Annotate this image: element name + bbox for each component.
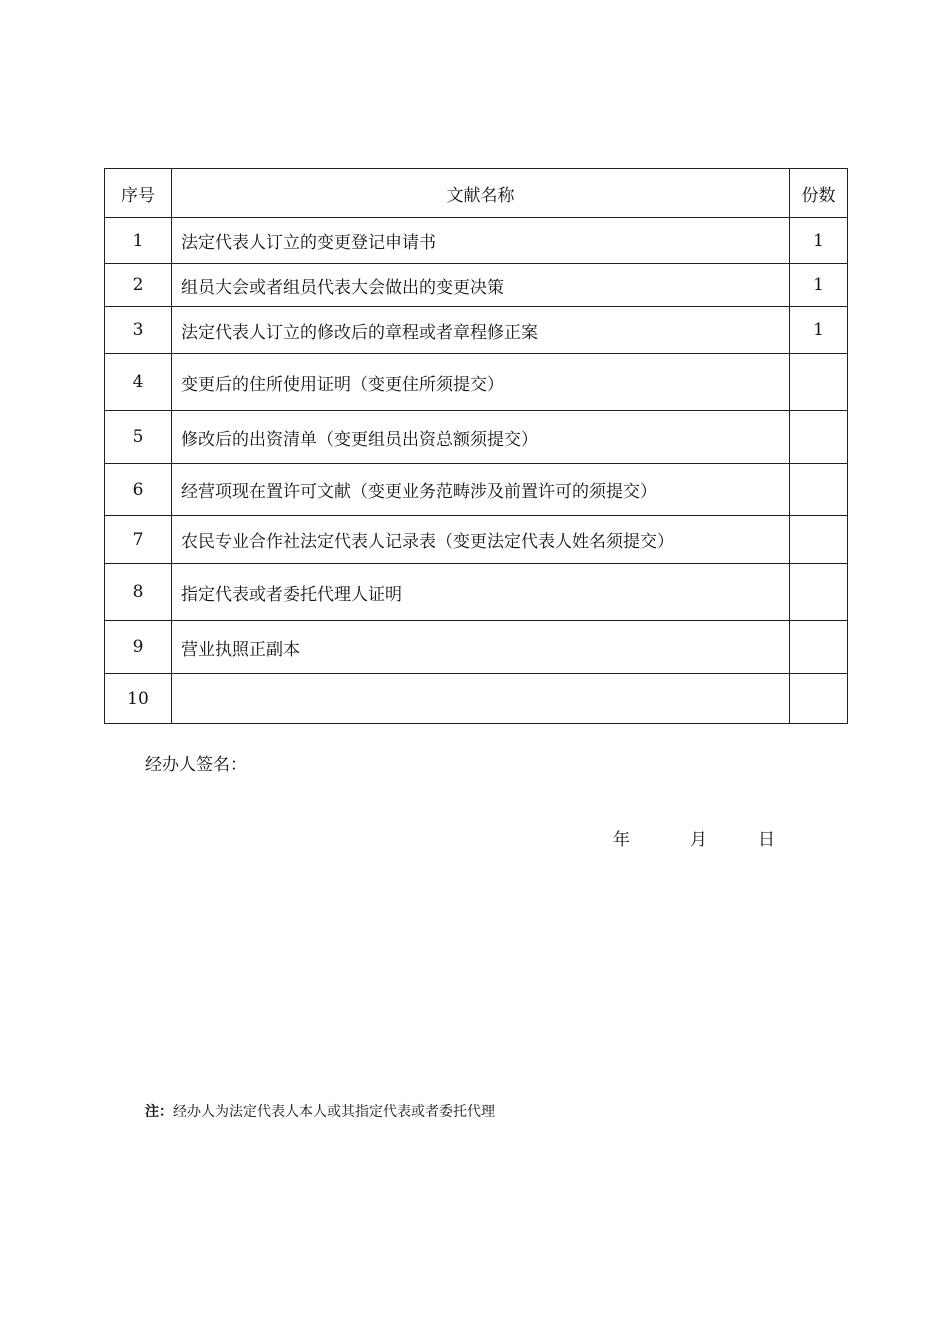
row-no: 4 [105,354,172,411]
row-document-name: 营业执照正副本 [172,621,790,674]
document-list-table [104,168,848,724]
date-month-label: 月 [690,830,707,850]
row-no: 5 [105,411,172,464]
row-no: 10 [105,674,172,724]
row-copies [790,674,848,724]
table-header-row [105,169,848,218]
table-row [105,564,848,621]
row-no: 9 [105,621,172,674]
row-document-name: 法定代表人订立的变更登记申请书 [172,218,790,264]
table-row [105,307,848,354]
table-row [105,411,848,464]
row-copies: 1 [790,218,848,264]
table-row [105,621,848,674]
row-copies: 1 [790,264,848,307]
table-row [105,218,848,264]
header-no: 序号 [105,169,172,218]
row-copies [790,411,848,464]
table-row [105,516,848,564]
row-document-name: 农民专业合作社法定代表人记录表（变更法定代表人姓名须提交） [172,516,790,564]
row-no: 2 [105,264,172,307]
footnote-text: 经办人为法定代表人本人或其指定代表或者委托代理 [173,1104,495,1120]
row-document-name: 组员大会或者组员代表大会做出的变更决策 [172,264,790,307]
row-document-name: 修改后的出资清单（变更组员出资总额须提交） [172,411,790,464]
row-no: 7 [105,516,172,564]
table-row [105,264,848,307]
row-no: 8 [105,564,172,621]
row-copies [790,464,848,516]
row-copies [790,516,848,564]
signature-label: 经办人签名： [145,755,247,775]
row-no: 3 [105,307,172,354]
header-copies: 份数 [790,169,848,218]
row-document-name: 法定代表人订立的修改后的章程或者章程修正案 [172,307,790,354]
footnote [145,1101,495,1121]
table-row [105,674,848,724]
row-document-name [172,674,790,724]
date-year-label: 年 [613,830,630,850]
table-row [105,464,848,516]
date-day-label: 日 [758,830,775,850]
row-copies [790,564,848,621]
row-copies [790,354,848,411]
row-copies: 1 [790,307,848,354]
row-no: 6 [105,464,172,516]
footnote-label: 注： [145,1104,173,1120]
row-document-name: 指定代表或者委托代理人证明 [172,564,790,621]
table-row [105,354,848,411]
header-document-name: 文献名称 [172,169,790,218]
row-copies [790,621,848,674]
row-no: 1 [105,218,172,264]
row-document-name: 变更后的住所使用证明（变更住所须提交） [172,354,790,411]
row-document-name: 经营项现在置许可文献（变更业务范畴涉及前置许可的须提交） [172,464,790,516]
